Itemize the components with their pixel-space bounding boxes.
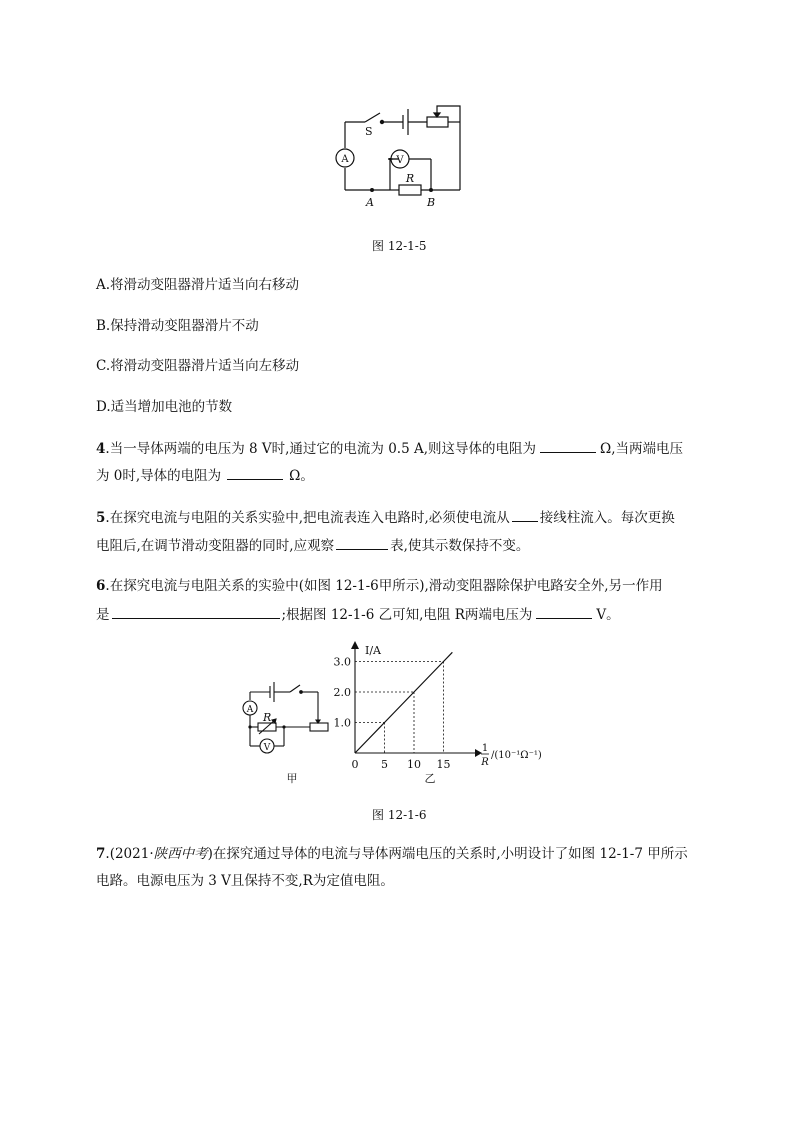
answer-blank[interactable] xyxy=(536,604,592,619)
y-tick-label: 3.0 xyxy=(333,655,351,669)
answer-blank[interactable] xyxy=(512,507,538,522)
y-tick-label: 1.0 xyxy=(333,716,351,730)
x-tick-label: 15 xyxy=(436,758,451,771)
voltmeter-symbol: V xyxy=(396,155,404,166)
answer-blank[interactable] xyxy=(112,604,280,619)
option-a: A.将滑动变阻器滑片适当向右移动 xyxy=(96,277,300,293)
circuit-diagram-12-1-5 xyxy=(325,98,475,213)
ammeter-symbol: A xyxy=(341,154,349,165)
x-tick-label: 10 xyxy=(407,758,421,771)
voltmeter-symbol: V xyxy=(263,743,271,753)
option-d: D.适当增加电池的节数 xyxy=(96,399,233,415)
question-7-source: 陕西中考 xyxy=(153,846,208,862)
option-c: C.将滑动变阻器滑片适当向左移动 xyxy=(96,358,300,374)
resistor-label: R xyxy=(263,711,272,724)
origin-label: 0 xyxy=(351,758,359,771)
switch-label: S xyxy=(365,125,373,138)
series-line xyxy=(355,652,452,753)
label-jia: 甲 xyxy=(286,772,298,785)
question-4-line-2: 为 0时,导体的电阻为 Ω。 xyxy=(96,465,314,486)
option-b: B.保持滑动变阻器滑片不动 xyxy=(96,318,259,334)
current-vs-inverse-resistance-chart xyxy=(330,638,560,788)
ammeter-symbol: A xyxy=(246,705,254,715)
label-yi: 乙 xyxy=(424,772,436,785)
question-7-line-1: 7.(2021·陕西中考)在探究通过导体的电流与导体两端电压的关系时,小明设计了如图 12-1-7 甲所示 xyxy=(96,846,688,862)
y-axis-arrow xyxy=(351,641,359,649)
x-axis-label-numerator: 1 xyxy=(481,743,489,754)
question-6-line-1: 6.在探究电流与电阻关系的实验中(如图 12-1-6甲所示),滑动变阻器除保护电路安全外,另一作用 xyxy=(96,578,663,594)
x-tick-label: 5 xyxy=(381,758,388,771)
x-axis-label-unit: /(10⁻¹Ω⁻¹) xyxy=(491,750,542,761)
y-tick-label: 2.0 xyxy=(333,686,351,699)
answer-blank[interactable] xyxy=(336,535,388,550)
point-a-label: A xyxy=(366,196,374,209)
question-4-number: 4 xyxy=(96,441,106,457)
resistor-label: R xyxy=(405,172,415,185)
y-axis-label: I/A xyxy=(365,644,381,657)
question-6-number: 6 xyxy=(96,578,106,594)
question-5-line-2: 电阻后,在调节滑动变阻器的同时,应观察 表,使其示数保持不变。 xyxy=(96,535,529,556)
question-4-line-1: 4.当一导体两端的电压为 8 V时,通过它的电流为 0.5 A,则这导体的电阻为 Ω,当两端电压 xyxy=(96,438,683,459)
answer-blank[interactable] xyxy=(540,438,596,453)
figure-caption-12-1-5: 图 12-1-5 xyxy=(372,239,427,253)
figure-caption-12-1-6: 图 12-1-6 xyxy=(372,808,427,822)
question-5-number: 5 xyxy=(96,510,106,526)
x-axis-label-denominator: R xyxy=(481,757,489,768)
point-b-label: B xyxy=(426,196,436,209)
answer-blank[interactable] xyxy=(227,465,283,480)
circuit-diagram-12-1-6-jia xyxy=(238,678,333,788)
question-7-number: 7 xyxy=(96,846,106,862)
question-5-line-1: 5.在探究电流与电阻的关系实验中,把电流表连入电路时,必须使电流从 接线柱流入。每次更换 xyxy=(96,507,675,528)
question-6-line-2: 是 ;根据图 12-1-6 乙可知,电阻 R两端电压为 V。 xyxy=(96,604,620,625)
question-7-line-2: 电路。电源电压为 3 V且保持不变,R为定值电阻。 xyxy=(96,873,394,889)
